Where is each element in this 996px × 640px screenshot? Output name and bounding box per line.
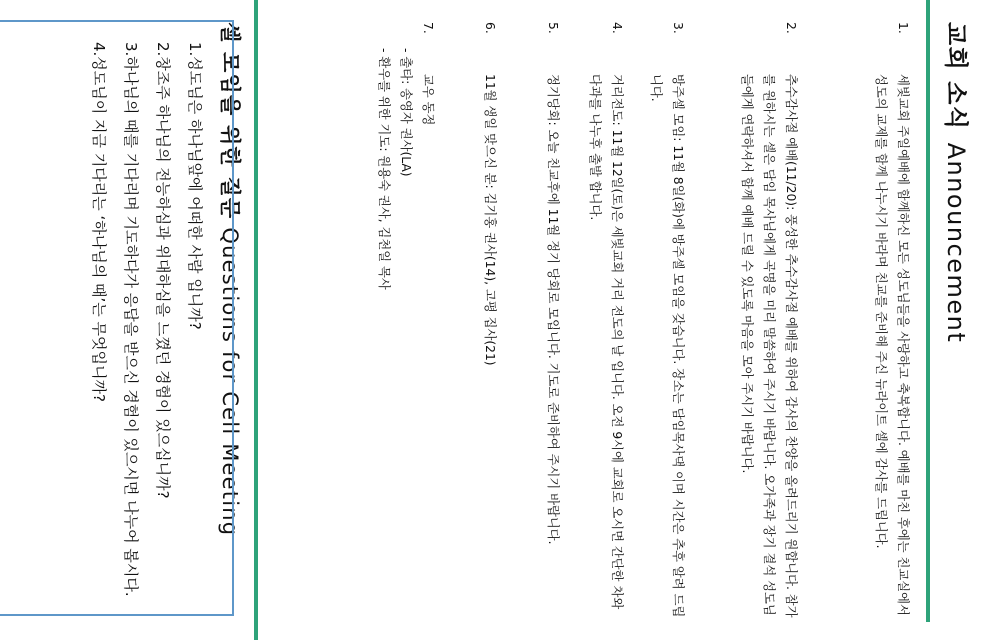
cell-meeting-box (0, 20, 234, 616)
announcement-item (564, 22, 628, 618)
announcement-list (359, 22, 914, 618)
announcement-title-ko: 교회 소식 (942, 22, 970, 131)
announcement-title-en: Announcement (942, 142, 970, 344)
announcement-item (689, 22, 802, 618)
item-number: 3. (671, 22, 685, 34)
member-news-away: - 출타: 송영자 권사(LA) (399, 48, 413, 177)
announcement-title (941, 22, 976, 343)
item-text: 거리전도: 11월 12일(토)은 세빛교회 거리 전도의 날 입니다. 오전 9시에 교회로 오시면 간단한 차와 다과를 나누후 출발 합니다. (588, 74, 624, 610)
item-number: 7. (421, 22, 435, 34)
item-number: 5. (546, 22, 560, 34)
item-text: 방주셀 모임: 11월 8일(화)에 방주셀 모임을 갖습니다. 장소는 담임목사댁 이며 시간은 추후 알려 드립니다. (649, 74, 685, 618)
announcement-item (802, 22, 914, 618)
cell-meeting-title-ko: 셀 모임을 위한 질문 (218, 22, 242, 220)
question-item: 1.성도님은 하나님앞에 어떠한 사람 입니까? (186, 42, 204, 330)
item-text: 세빛교회 주일예배에 함께하신 모든 성도님들을 사랑하고 축복합니다. 예배를 마친 후에는 친교실에서 성도의 교제를 함께 나누시기 바라며 친교를 준비해 주신 뉴라이트 셀에 감사를 드립니다. (874, 74, 910, 616)
question-item: 3.하나님의 때를 기다리며 기도하다가 응답을 받으신 경험이 있으시면 나누어 봅시다. (122, 42, 140, 597)
announcement-item (501, 22, 564, 618)
question-item: 4.성도님이 지금 기다리는 ‘하나님의 때’는 무엇입니까? (90, 42, 108, 402)
cell-meeting-title-en: Questions for Cell Meeting (218, 227, 242, 537)
item-text: 추수감사절 예배(11/20): 풍성한 추수감사절 예배를 위하여 감사의 찬양을 올려드리기 원합니다. 참가를 원하시는 셀은 담임 목사님에게 곡명을 미리 말씀하여 주시기 바랍니다. 오가족과 장기 결석 성도님들에게 연락하셔서 함께 예배 드릴 수 있도록 마음을 모아 주시기 바랍니다. (740, 74, 798, 618)
item-text: 정기당회: 오늘 친교후에 11월 정기 당회로 모입니다. 기도로 준비하여 주시기 바랍니다. (546, 74, 560, 545)
announcement-item (628, 22, 689, 618)
item-number: 4. (610, 22, 624, 34)
announcement-item (439, 22, 501, 618)
question-list (78, 22, 206, 614)
cell-meeting-divider (254, 0, 258, 640)
item-text: 교우 동정 (421, 74, 435, 126)
item-number: 6. (483, 22, 497, 34)
question-item: 2.창조주 하나님의 전능하심과 위대하심을 느꼈던 경험이 있으십니까? (154, 42, 172, 499)
item-text: 11월 생일 맞으신 분: 김기홍 권사(14), 고평 집사(21) (483, 74, 497, 366)
announcement-divider (926, 0, 930, 622)
item-number: 2. (784, 22, 798, 34)
announcement-item (359, 22, 439, 618)
item-number: 1. (896, 22, 910, 34)
member-news-prayer: - 환우를 위한 기도: 원용숙 권사, 김천일 목사 (377, 48, 391, 290)
